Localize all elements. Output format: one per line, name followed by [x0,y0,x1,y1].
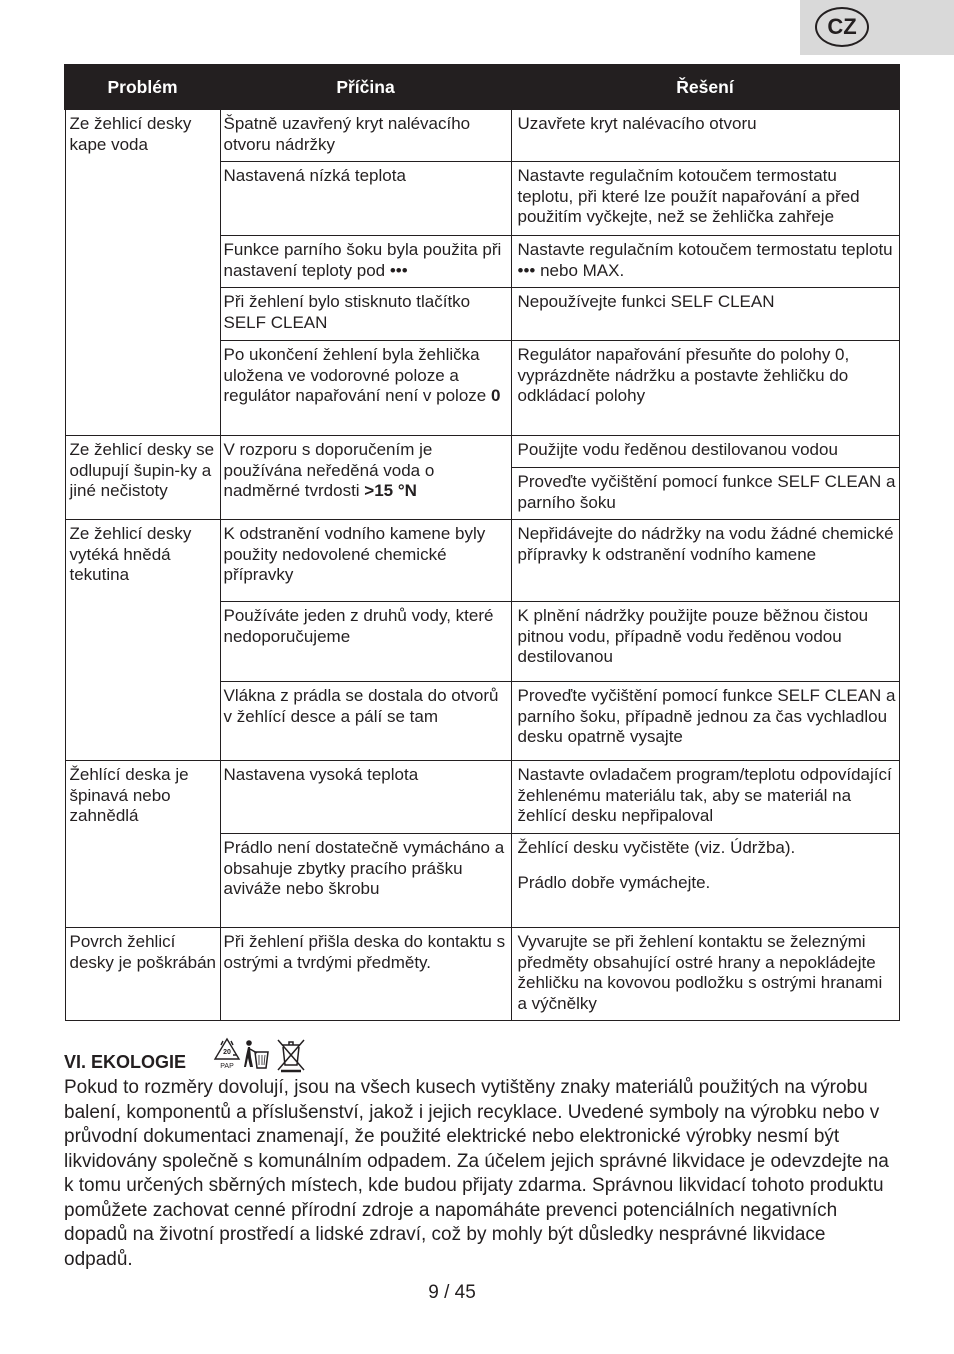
table-row [65,520,899,602]
table-row [65,436,899,468]
cause-cell: Nastavena vysoká teplota [220,761,511,834]
solution-line-1: Žehlící desku vyčistěte (viz. Údržba). [517,838,796,857]
problem-cell: Ze žehlicí desky se odlupují šupin-ky a jiné nečistoty [65,436,220,520]
cause-cell: Nastavená nízká teplota [220,162,511,236]
solution-cell: Použijte vodu ředěnou destilovanou vodou [511,436,899,468]
header-problem: Problém [65,65,220,109]
solution-line-2: Prádlo dobře vymáchejte. [517,872,711,892]
page-number-text: 9 / 45 [428,1282,476,1303]
page-number [0,1282,954,1304]
problem-cell: Ze žehlicí desky kape voda [65,109,220,436]
header-solution: Řešení [511,65,899,109]
cause-cell: Funkce parního šoku byla použita při nastavení teploty pod ••• [220,236,511,288]
cause-cell: Při žehlení přišla deska do kontaktu s ostrými a tvrdými předměty. [220,928,511,1021]
ecology-symbols [213,1037,305,1080]
cause-bold-value: >15 °N [364,481,417,500]
table-header-row [65,65,899,109]
solution-cell: Nepoužívejte funkci SELF CLEAN [511,288,899,341]
solution-cell: Nastavte regulačním kotoučem termostatu teplotu ••• nebo MAX. [511,236,899,288]
cause-cell: Špatně uzavřený kryt nalévacího otvoru nádržky [220,109,511,162]
solution-cell: Proveďte vyčištění pomocí funkce SELF CLEAN a parního šoku, případně jednou za čas vychladlou desku opatrně vysajte [511,682,899,761]
solution-cell [511,834,899,928]
table-row [65,761,899,834]
table-row [65,109,899,162]
cause-cell [220,436,511,520]
solution-cell: Nepřidávejte do nádržky na vodu žádné chemické přípravky k odstranění vodního kamene [511,520,899,602]
solution-cell: K plnění nádržky použijte pouze běžnou čistou pitnou vodu, případně vodu ředěnou vodou destilovanou [511,602,899,682]
problem-cell: Povrch žehlicí desky je poškrábán [65,928,220,1021]
cause-text: V rozporu s doporučením je používána neředěná voda o nadměrné tvrdosti [223,440,435,500]
cause-text: Po ukončení žehlení byla žehlička uložena ve vodorovné poloze a regulátor napařování není v poloze [223,345,491,405]
solution-cell: Regulátor napařování přesuňte do polohy 0, vyprázdněte nádržku a postavte žehličku do odkládací polohy [511,341,899,436]
solution-cell: Proveďte vyčištění pomocí funkce SELF CLEAN a parního šoku [511,468,899,520]
recycle-code: 20 [223,1049,231,1056]
solution-cell: Nastavte regulačním kotoučem termostatu teplotu, při které lze použít napařování a před použitím vyčkejte, než se žehlička zahřeje [511,162,899,236]
solution-cell: Uzavřete kryt nalévacího otvoru [511,109,899,162]
table-row [65,928,899,1021]
ecology-heading: VI. EKOLOGIE [64,1052,187,1072]
recycle-material: PAP [220,1063,234,1070]
cause-cell: Prádlo není dostatečně vymácháno a obsahuje zbytky pracího prášku aviváže nebo škrobu [220,834,511,928]
tidy-man-icon [244,1040,268,1068]
cause-cell: Používáte jeden z druhů vody, které nedoporučujeme [220,602,511,682]
language-tab [800,0,954,55]
troubleshooting-table [64,64,900,1021]
cause-cell [220,341,511,436]
language-badge: CZ [815,7,869,47]
ecology-paragraph: Pokud to rozměry dovolují, jsou na všech kusech vytištěny znaky materiálů použitých na výrobu balení, komponentů a příslušenství, jakož i jejich recyklace. Uvedené symboly na výrobku nebo v průvodní dokumentaci znamenají, že použité elektrické nebo elektronické výrobky nesmí být likvidovány společně s komunálním odpadem. Za účelem jejich správné likvidace je odevzdejte na k tomu určených sběrných místech, kde budou přijaty zdarma. Správnou likvidací tohoto produktu pomůžete zachovat cenné přírodní zdroje a napomáháte prevenci potenciálních negativních dopadů na životní prostředí a lidské zdraví, což by mohly být důsledky nesprávné likvidace odpadů. [64,1077,889,1270]
problem-cell: Ze žehlicí desky vytéká hnědá tekutina [65,520,220,761]
problem-cell: Žehlící deska je špinavá nebo zahnědlá [65,761,220,928]
crossed-out-bin-icon [278,1040,304,1071]
solution-cell: Nastavte ovladačem program/teplotu odpovídající žehlenému materiálu tak, aby se materiál na žehlící desku nepřipaloval [511,761,899,834]
cause-cell: K odstranění vodního kamene byly použity nedovolené chemické přípravky [220,520,511,602]
header-cause: Příčina [220,65,511,109]
cause-cell: Při žehlení bylo stisknuto tlačítko SELF CLEAN [220,288,511,341]
solution-cell: Vyvarujte se při žehlení kontaktu se železnými předměty obsahující ostré hrany a nepokládejte žehličku na kovovou podložku s ostrými hranami a výčnělky [511,928,899,1021]
cause-bold-value: 0 [490,386,501,405]
cause-cell: Vlákna z prádla se dostala do otvorů v žehlící desce a pálí se tam [220,682,511,761]
